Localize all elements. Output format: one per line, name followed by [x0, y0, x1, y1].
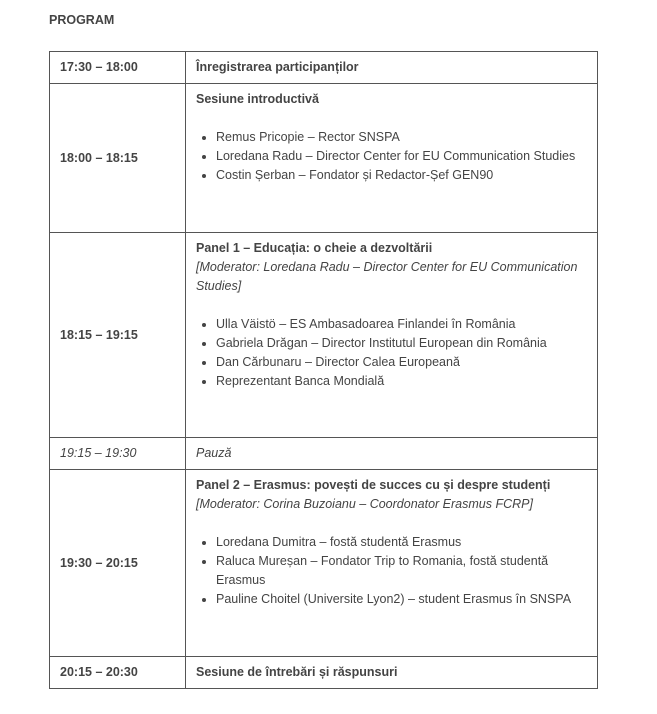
row-time: 19:15 – 19:30: [50, 438, 186, 470]
list-item: • Loredana Dumitra – fostă studentă Erasmus: [216, 533, 587, 552]
table-row: [50, 84, 598, 233]
row-time: 18:00 – 18:15: [50, 84, 186, 233]
row-time: 18:15 – 19:15: [50, 233, 186, 438]
list-item: • Ulla Väistö – ES Ambasadoarea Finlandei în România: [216, 315, 587, 334]
moderator: [Moderator: Corina Buzoianu – Coordonator Erasmus FCRP]: [196, 497, 533, 511]
table-row: [50, 470, 598, 657]
row-time: 17:30 – 18:00: [50, 52, 186, 84]
row-content: [186, 233, 598, 438]
speaker-list: [196, 315, 587, 391]
list-item: • Remus Pricopie – Rector SNSPA: [216, 128, 587, 147]
speaker-list: [196, 533, 587, 609]
speaker-list: [196, 128, 587, 185]
list-item: • Costin Șerban – Fondator și Redactor-Șef GEN90: [216, 166, 587, 185]
program-heading: PROGRAM: [49, 13, 115, 27]
row-content: [186, 84, 598, 233]
row-title: Panel 2 – Erasmus: povești de succes cu și despre studenți: [196, 478, 551, 492]
row-time: 19:30 – 20:15: [50, 470, 186, 657]
program-table: [49, 51, 598, 689]
list-item: • Pauline Choitel (Universite Lyon2) – student Erasmus în SNSPA: [216, 590, 587, 609]
row-title: Sesiune de întrebări și răspunsuri: [186, 657, 598, 689]
table-row: [50, 52, 598, 84]
list-item: • Raluca Mureșan – Fondator Trip to Romania, fostă studentă Erasmus: [216, 552, 587, 590]
list-item: • Gabriela Drăgan – Director Institutul European din România: [216, 334, 587, 353]
table-row: [50, 233, 598, 438]
row-content: [186, 470, 598, 657]
list-item: • Reprezentant Banca Mondială: [216, 372, 587, 391]
table-row: [50, 657, 598, 689]
row-title: Pauză: [186, 438, 598, 470]
moderator: [Moderator: Loredana Radu – Director Center for EU Communication Studies]: [196, 260, 578, 293]
row-title: Panel 1 – Educația: o cheie a dezvoltării: [196, 241, 433, 255]
list-item: • Dan Cărbunaru – Director Calea Europeană: [216, 353, 587, 372]
table-row: [50, 438, 598, 470]
row-title: Sesiune introductivă: [196, 92, 319, 106]
list-item: • Loredana Radu – Director Center for EU Communication Studies: [216, 147, 587, 166]
row-time: 20:15 – 20:30: [50, 657, 186, 689]
row-title: Înregistrarea participanților: [186, 52, 598, 84]
